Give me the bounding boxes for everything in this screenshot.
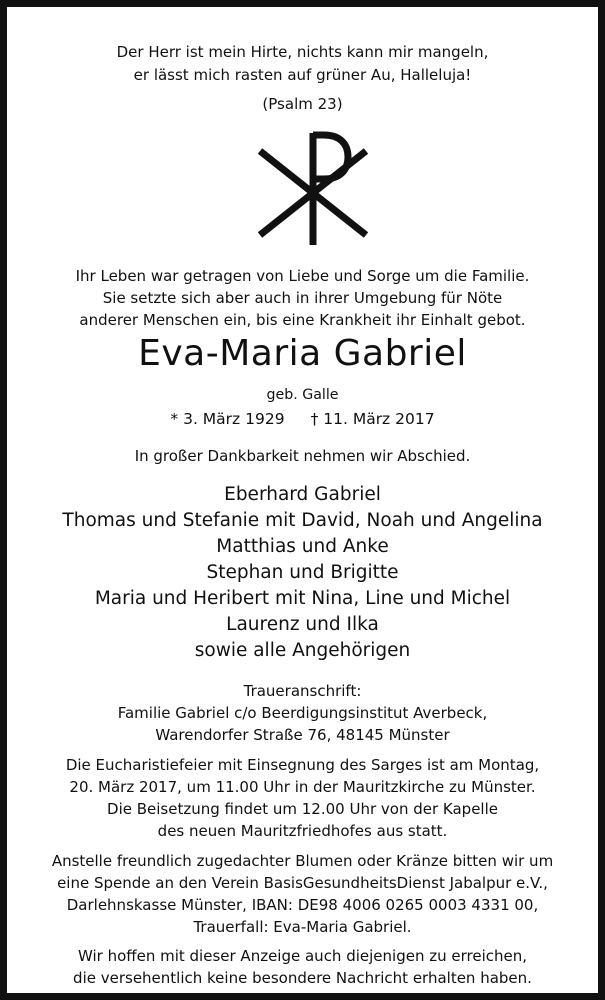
chi-rho-icon xyxy=(254,129,372,247)
service-line: des neuen Mauritzfriedhofes aus statt. xyxy=(157,822,448,840)
donation-line: eine Spende an den Verein BasisGesundheitsDienst Jabalpur e.V., xyxy=(57,874,548,892)
mourner-line: Stephan und Brigitte xyxy=(206,562,399,583)
mourner-line: Maria und Heribert mit Nina, Line und Michel xyxy=(94,588,511,609)
tribute-line-3: anderer Menschen ein, bis eine Krankheit ihr Einhalt gebot. xyxy=(79,311,526,329)
address-line-1: Familie Gabriel c/o Beerdigungsinstitut Averbeck, xyxy=(117,704,488,722)
life-dates xyxy=(7,410,598,428)
psalm-line-2: er lässt mich rasten auf grüner Au, Halleluja! xyxy=(133,66,472,84)
donation-line: Darlehnskasse Münster, IBAN: DE98 4006 0265 0003 4331 00, xyxy=(66,896,539,914)
death-date: † 11. März 2017 xyxy=(310,410,435,428)
farewell-text: In großer Dankbarkeit nehmen wir Abschied. xyxy=(134,447,471,465)
psalm-line-1: Der Herr ist mein Hirte, nichts kann mir mangeln, xyxy=(116,43,489,61)
birth-name: geb. Galle xyxy=(266,387,339,403)
closing-line-2: die versehentlich keine besondere Nachricht erhalten haben. xyxy=(73,969,532,987)
mourner-line: Eberhard Gabriel xyxy=(224,484,381,505)
donation-line: Trauerfall: Eva-Maria Gabriel. xyxy=(193,918,412,936)
service-line: 20. März 2017, um 11.00 Uhr in der Mauritzkirche zu Münster. xyxy=(69,778,536,796)
mourner-line: Matthias und Anke xyxy=(216,536,389,557)
mourner-line: sowie alle Angehörigen xyxy=(194,640,411,661)
closing-line-1: Wir hoffen mit dieser Anzeige auch diejenigen zu erreichen, xyxy=(77,947,527,965)
address-heading: Traueranschrift: xyxy=(243,682,362,700)
service-line: Die Eucharistiefeier mit Einsegnung des Sarges ist am Montag, xyxy=(65,756,540,774)
address-line-2: Warendorfer Straße 76, 48145 Münster xyxy=(155,726,450,744)
donation-line: Anstelle freundlich zugedachter Blumen oder Kränze bitten wir um xyxy=(51,852,554,870)
tribute-line-1: Ihr Leben war getragen von Liebe und Sorge um die Familie. xyxy=(75,267,530,285)
tribute-line-2: Sie setzte sich aber auch in ihrer Umgebung für Nöte xyxy=(102,289,503,307)
mourner-line: Thomas und Stefanie mit David, Noah und Angelina xyxy=(62,510,543,531)
mourner-line: Laurenz und Ilka xyxy=(226,614,379,635)
service-line: Die Beisetzung findet um 12.00 Uhr von der Kapelle xyxy=(107,800,498,818)
birth-date: * 3. März 1929 xyxy=(170,410,285,428)
deceased-name: Eva-Maria Gabriel xyxy=(138,333,467,374)
psalm-source: (Psalm 23) xyxy=(262,95,343,113)
